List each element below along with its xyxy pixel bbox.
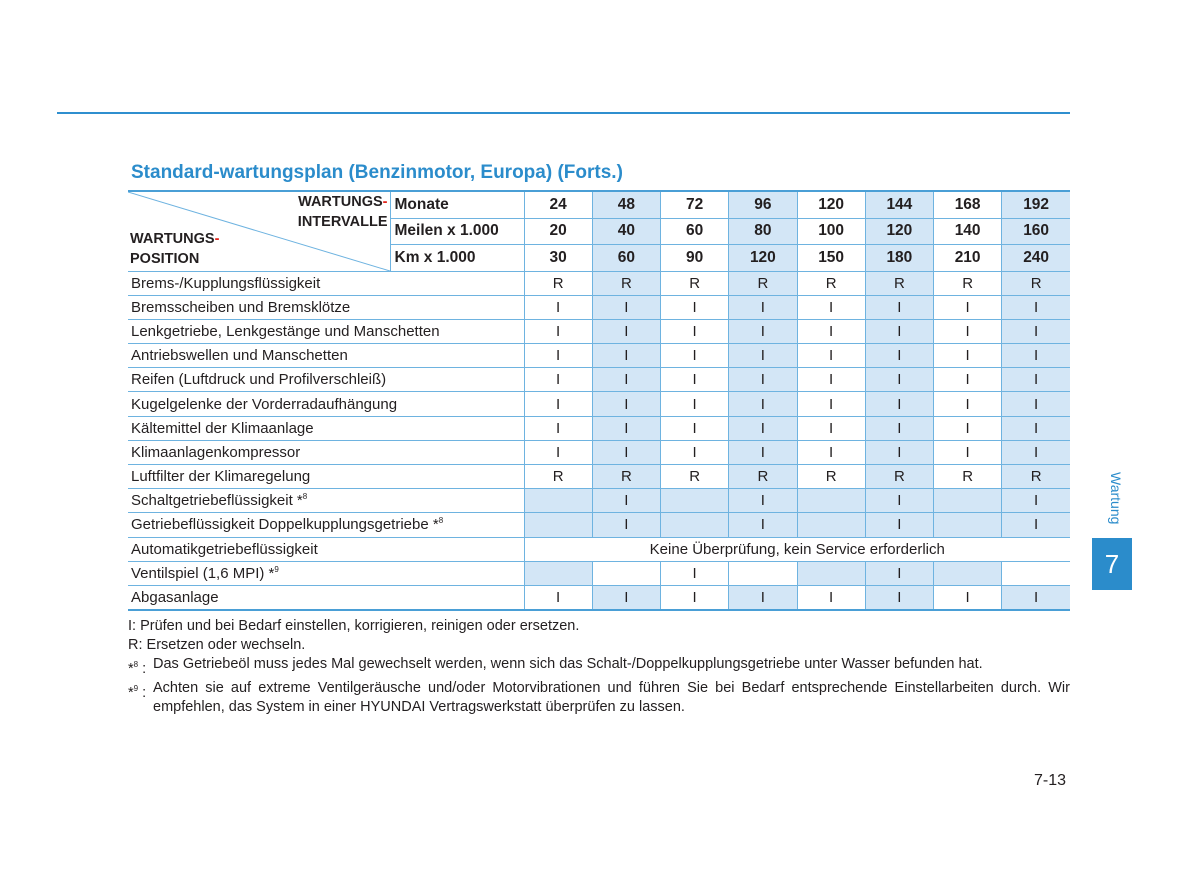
schedule-cell: I xyxy=(1002,392,1070,416)
schedule-cell: I xyxy=(797,319,865,343)
schedule-cell: R xyxy=(661,271,729,295)
schedule-cell: I xyxy=(865,513,933,537)
interval-value: 120 xyxy=(729,245,797,272)
schedule-cell xyxy=(729,561,797,585)
schedule-cell: R xyxy=(865,465,933,489)
schedule-cell: I xyxy=(797,392,865,416)
maintenance-item: Automatikgetriebeflüssigkeit xyxy=(128,537,524,561)
legend-r: R: Ersetzen oder wechseln. xyxy=(128,637,306,653)
table-row xyxy=(128,271,1070,295)
section-side-label: Wartung xyxy=(1108,472,1124,525)
top-rule xyxy=(57,112,1070,114)
maintenance-item: Kältemittel der Klimaanlage xyxy=(128,416,524,440)
intervals-label: WARTUNGS- INTERVALLE xyxy=(297,194,388,230)
schedule-cell xyxy=(797,513,865,537)
schedule-cell: I xyxy=(729,295,797,319)
table-row xyxy=(128,295,1070,319)
schedule-cell: I xyxy=(729,513,797,537)
schedule-cell: I xyxy=(524,440,592,464)
interval-value: 72 xyxy=(661,191,729,218)
schedule-cell: R xyxy=(729,271,797,295)
span-note-cell: Keine Überprüfung, kein Service erforderlich xyxy=(524,537,1070,561)
schedule-cell: R xyxy=(934,271,1002,295)
interval-value: 90 xyxy=(661,245,729,272)
schedule-cell: I xyxy=(592,489,660,513)
schedule-cell: I xyxy=(934,319,1002,343)
interval-value: 140 xyxy=(934,218,1002,245)
table-row xyxy=(128,561,1070,585)
table-row xyxy=(128,416,1070,440)
schedule-cell: R xyxy=(592,465,660,489)
schedule-cell: I xyxy=(524,416,592,440)
schedule-cell: I xyxy=(729,319,797,343)
interval-value: 40 xyxy=(592,218,660,245)
schedule-cell: I xyxy=(865,392,933,416)
maintenance-item: Schaltgetriebeflüssigkeit *$^8$ xyxy=(128,489,524,513)
maintenance-item: Ventilspiel (1,6 MPI) *$^9$ xyxy=(128,561,524,585)
maintenance-item: Getriebeflüssigkeit Doppelkupplungsgetriebe *$^8$ xyxy=(128,513,524,537)
schedule-cell: R xyxy=(1002,465,1070,489)
maintenance-item: Reifen (Luftdruck und Profilverschleiß) xyxy=(128,368,524,392)
schedule-cell: I xyxy=(592,513,660,537)
table-row xyxy=(128,344,1070,368)
maintenance-item: Lenkgetriebe, Lenkgestänge und Manschetten xyxy=(128,319,524,343)
schedule-cell: I xyxy=(934,368,1002,392)
interval-value: 80 xyxy=(729,218,797,245)
schedule-cell: R xyxy=(661,465,729,489)
schedule-cell: R xyxy=(797,465,865,489)
schedule-cell: I xyxy=(865,344,933,368)
schedule-cell: I xyxy=(592,440,660,464)
interval-unit-label: Km x 1.000 xyxy=(390,245,524,272)
schedule-cell: I xyxy=(865,368,933,392)
interval-unit-label: Monate xyxy=(390,191,524,218)
schedule-cell: I xyxy=(865,585,933,610)
page-number: 7-13 xyxy=(1034,772,1067,789)
schedule-cell: I xyxy=(661,319,729,343)
schedule-cell xyxy=(797,561,865,585)
schedule-cell: I xyxy=(592,295,660,319)
schedule-cell: R xyxy=(524,465,592,489)
schedule-cell xyxy=(1002,561,1070,585)
legend-i: I: Prüfen und bei Bedarf einstellen, korrigieren, reinigen oder ersetzen. xyxy=(128,618,580,634)
schedule-cell: I xyxy=(729,440,797,464)
schedule-cell: I xyxy=(729,368,797,392)
schedule-cell: I xyxy=(934,416,1002,440)
schedule-cell: I xyxy=(592,368,660,392)
schedule-cell: I xyxy=(797,368,865,392)
table-row xyxy=(128,319,1070,343)
maintenance-item: Bremsscheiben und Bremsklötze xyxy=(128,295,524,319)
schedule-cell: I xyxy=(729,392,797,416)
schedule-cell: I xyxy=(1002,319,1070,343)
position-label: WARTUNGS- POSITION xyxy=(130,230,220,267)
interval-value: 192 xyxy=(1002,191,1070,218)
table-row xyxy=(128,513,1070,537)
interval-value: 240 xyxy=(1002,245,1070,272)
schedule-cell: I xyxy=(592,585,660,610)
interval-value: 60 xyxy=(661,218,729,245)
schedule-cell: I xyxy=(524,295,592,319)
schedule-cell: I xyxy=(729,344,797,368)
schedule-cell: I xyxy=(524,368,592,392)
schedule-cell xyxy=(934,513,1002,537)
interval-value: 20 xyxy=(524,218,592,245)
schedule-cell: I xyxy=(865,319,933,343)
footnote-9-text: Achten sie auf extreme Ventilgeräusche und/oder Motorvibrationen und führen Sie bei Bedarf entsprechende Einstellarbeiten durch. Wir empfehlen, das System in einer HYUNDAI Vertragswerkstatt überprüfen zu lassen. xyxy=(153,679,1070,715)
interval-value: 150 xyxy=(797,245,865,272)
interval-value: 160 xyxy=(1002,218,1070,245)
schedule-cell: I xyxy=(865,561,933,585)
schedule-cell xyxy=(592,561,660,585)
schedule-cell: R xyxy=(592,271,660,295)
schedule-cell: I xyxy=(1002,368,1070,392)
schedule-cell: I xyxy=(934,392,1002,416)
schedule-cell: I xyxy=(1002,513,1070,537)
schedule-cell: I xyxy=(1002,344,1070,368)
schedule-cell xyxy=(661,513,729,537)
interval-value: 168 xyxy=(934,191,1002,218)
footnote-9: *$^9$ : Achten sie auf extreme Ventilgeräusche und/oder Motorvibrationen und führen Sie bei Bedarf entsprechende Einstellarbeiten durch. Wir empfehlen, das System in einer HYUNDAI Vertragswerkstatt überprüfen zu lassen. xyxy=(128,679,1070,715)
maintenance-item: Abgasanlage xyxy=(128,585,524,610)
maintenance-schedule-table xyxy=(128,190,1070,611)
table-row xyxy=(128,537,1070,561)
schedule-cell: I xyxy=(524,585,592,610)
schedule-cell: I xyxy=(1002,295,1070,319)
schedule-cell: I xyxy=(661,368,729,392)
maintenance-item: Kugelgelenke der Vorderradaufhängung xyxy=(128,392,524,416)
page-title: Standard-wartungsplan (Benzinmotor, Europa) (Forts.) xyxy=(131,162,623,183)
schedule-cell: I xyxy=(934,295,1002,319)
footnote-8-text: Das Getriebeöl muss jedes Mal gewechselt werden, wenn sich das Schalt-/Doppelkupplungsgetriebe unter Wasser befunden hat. xyxy=(153,656,983,672)
schedule-cell: I xyxy=(729,489,797,513)
footnote-8: *$^8$ : Das Getriebeöl muss jedes Mal gewechselt werden, wenn sich das Schalt-/Doppelkupplungsgetriebe unter Wasser befunden hat. xyxy=(128,655,1070,679)
schedule-cell: I xyxy=(797,585,865,610)
schedule-cell xyxy=(934,489,1002,513)
schedule-cell: I xyxy=(797,416,865,440)
schedule-cell: R xyxy=(934,465,1002,489)
chapter-tab: 7 xyxy=(1092,538,1132,590)
table-row xyxy=(128,368,1070,392)
schedule-cell xyxy=(797,489,865,513)
schedule-cell: I xyxy=(729,585,797,610)
schedule-cell: I xyxy=(1002,416,1070,440)
schedule-cell: R xyxy=(729,465,797,489)
interval-value: 60 xyxy=(592,245,660,272)
schedule-cell xyxy=(524,561,592,585)
schedule-cell: I xyxy=(865,416,933,440)
interval-unit-label: Meilen x 1.000 xyxy=(390,218,524,245)
interval-value: 120 xyxy=(797,191,865,218)
interval-value: 120 xyxy=(865,218,933,245)
schedule-cell: R xyxy=(865,271,933,295)
table-row xyxy=(128,392,1070,416)
schedule-cell: I xyxy=(592,319,660,343)
table-row xyxy=(128,440,1070,464)
schedule-cell: I xyxy=(797,440,865,464)
schedule-cell: I xyxy=(592,416,660,440)
schedule-cell: I xyxy=(592,392,660,416)
interval-value: 100 xyxy=(797,218,865,245)
schedule-cell: R xyxy=(797,271,865,295)
schedule-cell: I xyxy=(865,440,933,464)
interval-value: 96 xyxy=(729,191,797,218)
schedule-cell xyxy=(661,489,729,513)
table-row xyxy=(128,465,1070,489)
schedule-cell: R xyxy=(524,271,592,295)
schedule-cell: I xyxy=(661,561,729,585)
schedule-cell: I xyxy=(1002,440,1070,464)
schedule-cell: I xyxy=(592,344,660,368)
table-row xyxy=(128,585,1070,610)
interval-value: 180 xyxy=(865,245,933,272)
interval-value: 210 xyxy=(934,245,1002,272)
schedule-cell: I xyxy=(661,585,729,610)
schedule-cell: I xyxy=(524,344,592,368)
header-diagonal-cell xyxy=(128,191,390,271)
schedule-cell: I xyxy=(865,489,933,513)
schedule-cell: I xyxy=(865,295,933,319)
maintenance-item: Antriebswellen und Manschetten xyxy=(128,344,524,368)
schedule-cell: I xyxy=(661,416,729,440)
table-row xyxy=(128,489,1070,513)
legend-notes xyxy=(128,617,1070,717)
schedule-cell: I xyxy=(934,585,1002,610)
schedule-cell xyxy=(524,489,592,513)
schedule-cell: I xyxy=(661,440,729,464)
schedule-cell: I xyxy=(797,344,865,368)
schedule-cell: I xyxy=(934,344,1002,368)
schedule-cell: I xyxy=(524,319,592,343)
schedule-cell: I xyxy=(1002,489,1070,513)
maintenance-item: Luftfilter der Klimaregelung xyxy=(128,465,524,489)
schedule-cell: I xyxy=(729,416,797,440)
maintenance-item: Brems-/Kupplungsflüssigkeit xyxy=(128,271,524,295)
schedule-cell: I xyxy=(1002,585,1070,610)
schedule-cell: I xyxy=(524,392,592,416)
schedule-cell: I xyxy=(661,295,729,319)
schedule-cell xyxy=(524,513,592,537)
interval-value: 48 xyxy=(592,191,660,218)
interval-value: 144 xyxy=(865,191,933,218)
schedule-cell: I xyxy=(934,440,1002,464)
header-row xyxy=(128,191,1070,218)
maintenance-item: Klimaanlagenkompressor xyxy=(128,440,524,464)
interval-value: 24 xyxy=(524,191,592,218)
schedule-cell: I xyxy=(797,295,865,319)
schedule-cell xyxy=(934,561,1002,585)
schedule-cell: I xyxy=(661,392,729,416)
interval-value: 30 xyxy=(524,245,592,272)
schedule-cell: R xyxy=(1002,271,1070,295)
schedule-cell: I xyxy=(661,344,729,368)
